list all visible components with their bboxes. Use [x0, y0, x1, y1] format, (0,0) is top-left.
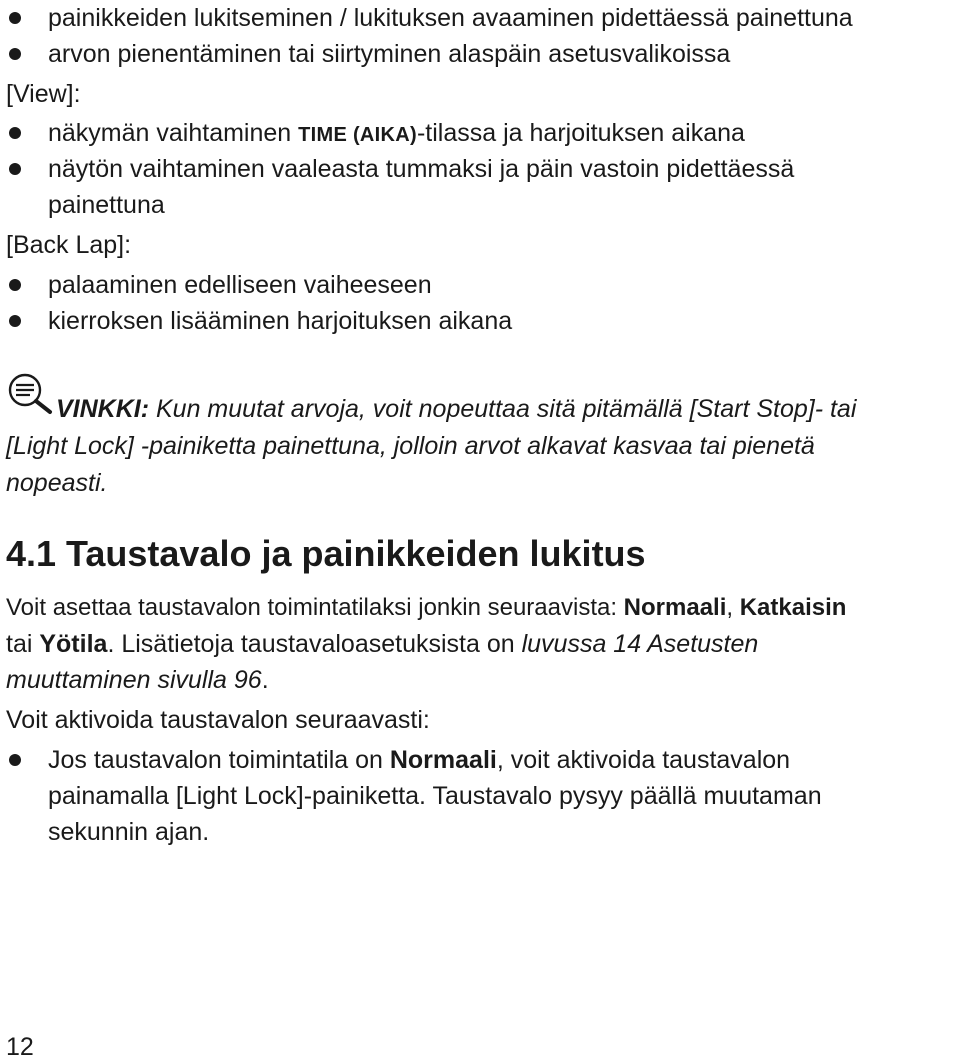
bullet-dot [9, 315, 21, 327]
mode-normaali-bold: Normaali [389, 746, 497, 774]
bullet-dot [9, 163, 21, 175]
mode-katkaisin: Katkaisin [739, 594, 847, 621]
page-number: 12 [6, 1033, 34, 1061]
list-item-continuation: painettuna [48, 191, 165, 219]
tip-label: VINKKI: [56, 395, 150, 423]
list-item-continuation: sekunnin ajan. [48, 818, 210, 846]
list-item: painikkeiden lukitseminen / lukituksen avaaminen pidettäessä painettuna [48, 4, 853, 32]
chapter-reference: luvussa 14 Asetusten [521, 630, 759, 658]
mode-normaali: Normaali [623, 594, 727, 621]
list-item: kierroksen lisääminen harjoituksen aikana [48, 307, 513, 335]
p1-comma: , [726, 594, 740, 621]
paragraph-line: Voit aktivoida taustavalon seuraavasti: [6, 706, 430, 734]
bullet-post: , voit aktivoida taustavalon [496, 746, 791, 774]
mode-yotila: Yötila [39, 630, 108, 658]
bullet-dot [9, 754, 21, 766]
section-heading: 4.1 Taustavalo ja painikkeiden lukitus [6, 533, 646, 574]
tip-text-2: [Light Lock] -painiketta painettuna, jolloin arvot alkavat kasvaa tai pienetä [6, 432, 815, 460]
paragraph-line [6, 626, 758, 662]
list-item-continuation: painamalla [Light Lock]-painiketta. Taustavalo pysyy päällä muutaman [48, 782, 822, 810]
p1-tai: tai [6, 630, 40, 658]
list-item: näytön vaihtaminen vaaleasta tummaksi ja päin vastoin pidettäessä [48, 155, 795, 183]
time-mode-label: TIME (AIKA) [298, 124, 417, 146]
back-lap-label: [Back Lap]: [6, 231, 132, 259]
tip-line [56, 391, 856, 428]
p1-text: Voit asettaa taustavalon toimintatilaksi jonkin seuraavista: [6, 594, 624, 621]
view-bullet1-pre: näkymän vaihtaminen [48, 119, 299, 147]
paragraph-line [6, 590, 846, 626]
tip-text-1: Kun muutat arvoja, voit nopeuttaa sitä pitämällä [Start Stop]- tai [149, 395, 857, 423]
view-bullet1-post: -tilassa ja harjoituksen aikana [416, 119, 745, 147]
p1-rest: . Lisätietoja taustavaloasetuksista on [107, 630, 522, 658]
list-item [48, 115, 745, 151]
bullet-dot [9, 279, 21, 291]
paragraph-line [6, 662, 269, 698]
list-item [48, 742, 790, 778]
bullet-dot [9, 127, 21, 139]
magnifier-tip-icon [6, 372, 54, 416]
bullet-dot [9, 12, 21, 24]
view-label: [View]: [6, 80, 81, 108]
bullet-pre: Jos taustavalon toimintatila on [48, 746, 390, 774]
p1-end: . [261, 666, 269, 694]
list-item: palaaminen edelliseen vaiheeseen [48, 271, 432, 299]
bullet-dot [9, 48, 21, 60]
page-reference: muuttaminen sivulla 96 [6, 666, 262, 694]
tip-text-3: nopeasti. [6, 469, 108, 497]
list-item: arvon pienentäminen tai siirtyminen alaspäin asetusvalikoissa [48, 40, 731, 68]
